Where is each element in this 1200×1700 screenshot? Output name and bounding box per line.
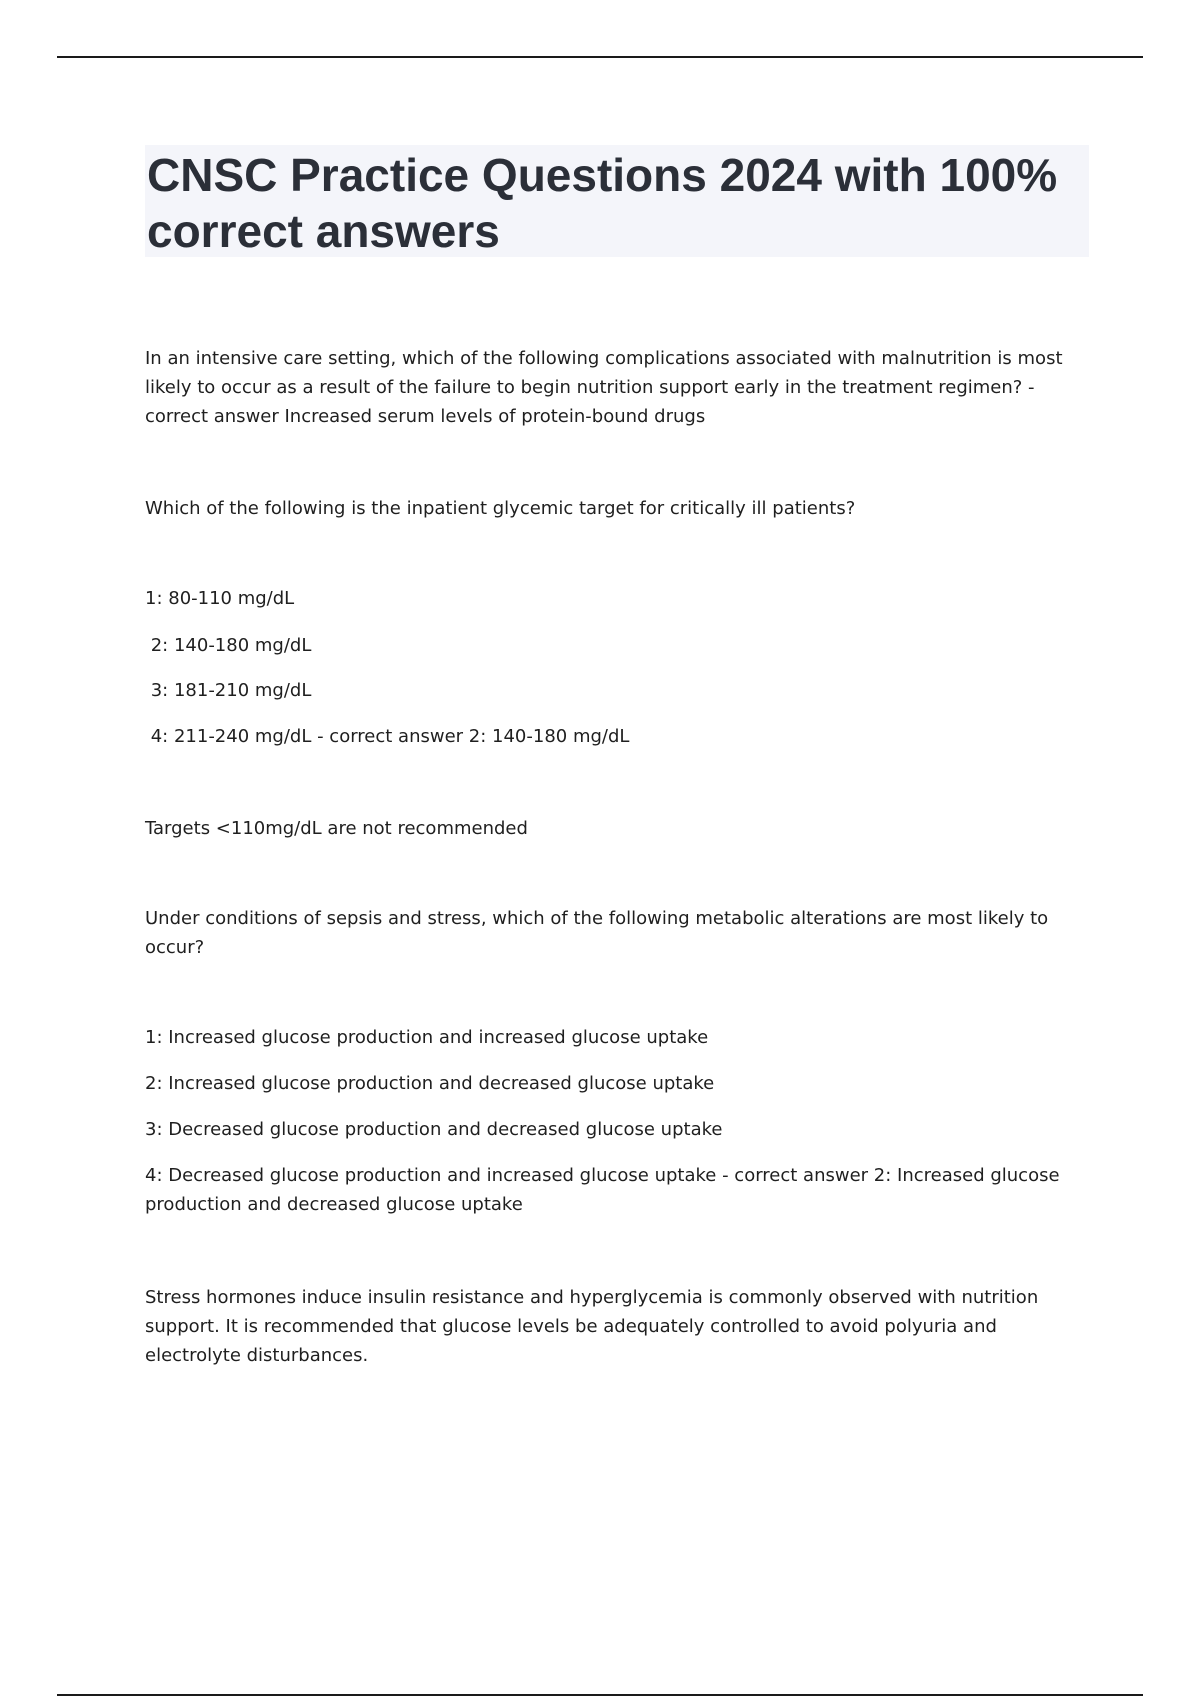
question-2-option-3: 3: 181-210 mg/dL <box>145 680 312 701</box>
question-2-option-4: 4: 211-240 mg/dL - correct answer 2: 140-180 mg/dL <box>145 726 630 747</box>
question-3-note: Stress hormones induce insulin resistance and hyperglycemia is commonly observed with nutrition support. It is recommended that glucose levels be adequately controlled to avoid polyuria and electrolyte disturbances. <box>145 1287 1039 1366</box>
title-banner <box>145 145 1089 257</box>
page-title: CNSC Practice Questions 2024 with 100% correct answers <box>147 149 1058 257</box>
bottom-divider <box>57 1694 1143 1696</box>
question-3-option-2: 2: Increased glucose production and decreased glucose uptake <box>145 1073 715 1094</box>
question-2-note: Targets <110mg/dL are not recommended <box>145 818 528 839</box>
question-3-option-4: 4: Decreased glucose production and increased glucose uptake - correct answer 2: Increased glucose production and decreased glucose uptake <box>145 1165 1060 1215</box>
question-1-text: In an intensive care setting, which of the following complications associated with malnutrition is most likely to occur as a result of the failure to begin nutrition support early in the treatment regimen? - correct answer Increased serum levels of protein-bound drugs <box>145 348 1063 427</box>
question-2-option-1: 1: 80-110 mg/dL <box>145 588 295 609</box>
question-3-option-3: 3: Decreased glucose production and decreased glucose uptake <box>145 1119 723 1140</box>
question-2-text: Which of the following is the inpatient glycemic target for critically ill patients? <box>145 498 856 519</box>
question-3-option-1: 1: Increased glucose production and increased glucose uptake <box>145 1027 709 1048</box>
question-3-text: Under conditions of sepsis and stress, which of the following metabolic alterations are most likely to occur? <box>145 908 1049 958</box>
top-divider <box>57 56 1143 58</box>
question-2-option-2: 2: 140-180 mg/dL <box>145 635 312 656</box>
